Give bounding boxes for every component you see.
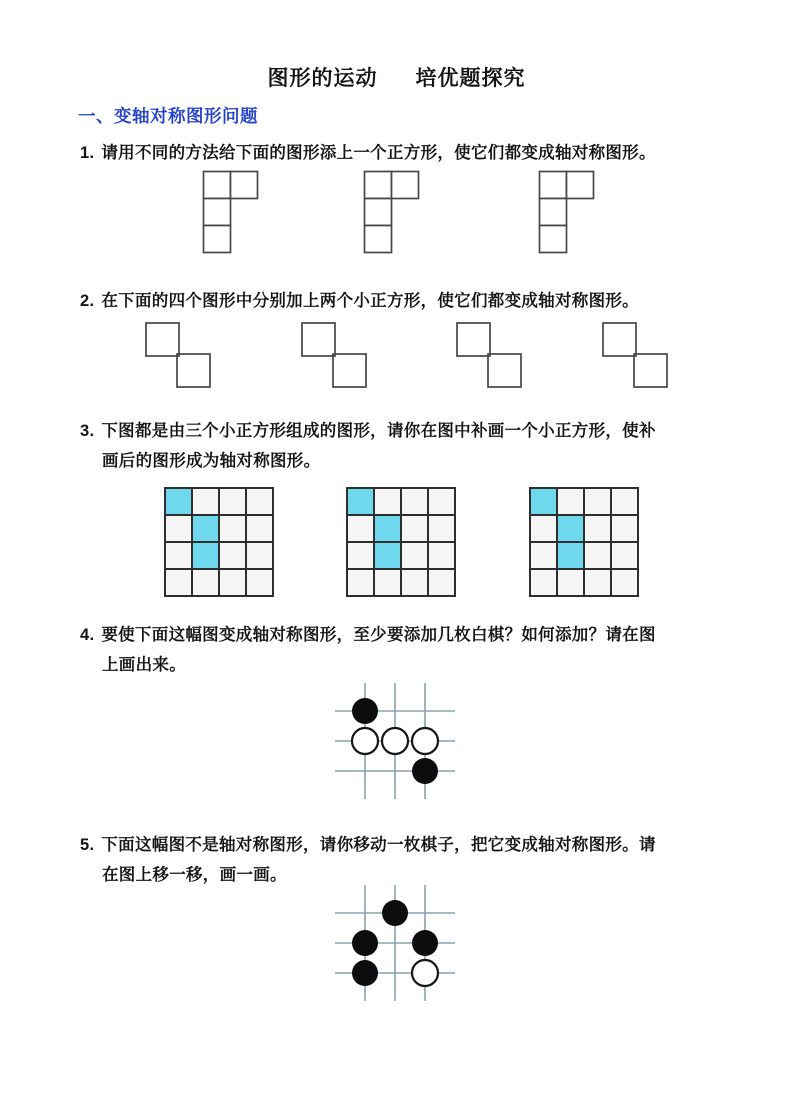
grid-cell-highlighted [192, 542, 219, 569]
grid-cell [611, 569, 638, 596]
black-stone [412, 758, 438, 784]
grid-cell [557, 488, 584, 515]
problem-4-line2: 上画出来。 [102, 656, 186, 674]
polyomino-cell [540, 226, 567, 253]
problem-5-line2: 在图上移一移，画一画。 [102, 866, 287, 884]
grid-figure [163, 486, 275, 598]
grid-cell-highlighted [557, 515, 584, 542]
page-title-right: 培优题探究 [415, 67, 526, 90]
black-stone [412, 930, 438, 956]
white-stone [412, 728, 438, 754]
grid-cell [401, 542, 428, 569]
grid-cell [584, 488, 611, 515]
problem-1-text [80, 138, 733, 168]
grid-figure [345, 486, 457, 598]
white-stone [382, 728, 408, 754]
grid-cell [165, 542, 192, 569]
grid-cell [192, 488, 219, 515]
goboard-figure [335, 681, 455, 801]
polyomino-cell [204, 199, 231, 226]
grid-cell-highlighted [165, 488, 192, 515]
square-top-left [302, 323, 335, 356]
problem-2-number: 2. [80, 292, 95, 310]
polyomino-cell [204, 172, 231, 199]
problem-1-number: 1. [80, 144, 95, 162]
problem-5-text [80, 830, 733, 890]
grid-cell [530, 542, 557, 569]
polyomino-figure [202, 170, 259, 254]
grid-cell [347, 515, 374, 542]
polyomino-figure [363, 170, 420, 254]
grid-cell-highlighted [374, 515, 401, 542]
grid-cell [219, 488, 246, 515]
grid-cell [246, 542, 273, 569]
grid-cell-highlighted [374, 542, 401, 569]
square-top-left [603, 323, 636, 356]
section-header: 一、变轴对称图形问题 [78, 106, 258, 126]
twin-squares-figure [456, 322, 524, 390]
grid-cell [165, 515, 192, 542]
polyomino-cell [365, 226, 392, 253]
grid-cell [530, 569, 557, 596]
problem-3-number: 3. [80, 422, 95, 440]
goboard-figure [335, 883, 455, 1003]
grid-figure [528, 486, 640, 598]
square-bottom-right [177, 354, 210, 387]
grid-cell [219, 542, 246, 569]
grid-cell [192, 569, 219, 596]
grid-cell-highlighted [530, 488, 557, 515]
polyomino-cell [540, 172, 567, 199]
grid-cell [374, 569, 401, 596]
grid-cell [347, 542, 374, 569]
grid-cell [428, 569, 455, 596]
grid-cell [401, 515, 428, 542]
polyomino-cell [365, 172, 392, 199]
problem-1-line1: 请用不同的方法给下面的图形添上一个正方形，使它们都变成轴对称图形。 [101, 144, 656, 162]
problem-2-text [80, 286, 733, 316]
problem-3-line2: 画后的图形成为轴对称图形。 [102, 452, 321, 470]
grid-cell [428, 515, 455, 542]
polyomino-cell [567, 172, 594, 199]
twin-squares-figure [145, 322, 213, 390]
polyomino-cell [540, 199, 567, 226]
page-title [0, 62, 793, 92]
grid-cell [401, 488, 428, 515]
grid-cell [611, 488, 638, 515]
grid-cell [246, 515, 273, 542]
black-stone [352, 960, 378, 986]
problem-5-line1: 下面这幅图不是轴对称图形，请你移动一枚棋子，把它变成轴对称图形。请 [101, 836, 656, 854]
twin-squares-figure [301, 322, 369, 390]
black-stone [352, 698, 378, 724]
grid-cell [584, 515, 611, 542]
grid-cell [428, 542, 455, 569]
problem-5-number: 5. [80, 836, 95, 854]
square-top-left [146, 323, 179, 356]
grid-cell [530, 515, 557, 542]
grid-cell [584, 569, 611, 596]
grid-cell [428, 488, 455, 515]
grid-cell-highlighted [347, 488, 374, 515]
problem-4-line1: 要使下面这幅图变成轴对称图形，至少要添加几枚白棋？如何添加？请在图 [101, 626, 656, 644]
square-top-left [457, 323, 490, 356]
grid-cell-highlighted [557, 542, 584, 569]
black-stone [382, 900, 408, 926]
problem-4-number: 4. [80, 626, 95, 644]
grid-cell [374, 488, 401, 515]
grid-cell [611, 542, 638, 569]
problem-3-line1: 下图都是由三个小正方形组成的图形，请你在图中补画一个小正方形，使补 [101, 422, 656, 440]
grid-cell [347, 569, 374, 596]
grid-cell [219, 515, 246, 542]
problem-2-line1: 在下面的四个图形中分别加上两个小正方形，使它们都变成轴对称图形。 [101, 292, 639, 310]
white-stone [352, 728, 378, 754]
problem-3-text [80, 416, 733, 476]
polyomino-cell [231, 172, 258, 199]
black-stone [352, 930, 378, 956]
twin-squares-figure [602, 322, 670, 390]
square-bottom-right [634, 354, 667, 387]
grid-cell [611, 515, 638, 542]
polyomino-cell [392, 172, 419, 199]
polyomino-cell [204, 226, 231, 253]
grid-cell [401, 569, 428, 596]
grid-cell-highlighted [192, 515, 219, 542]
page-title-left: 图形的运动 [267, 67, 378, 90]
grid-cell [557, 569, 584, 596]
square-bottom-right [488, 354, 521, 387]
polyomino-cell [365, 199, 392, 226]
grid-cell [246, 488, 273, 515]
square-bottom-right [333, 354, 366, 387]
grid-cell [165, 569, 192, 596]
grid-cell [584, 542, 611, 569]
white-stone [412, 960, 438, 986]
grid-cell [246, 569, 273, 596]
polyomino-figure [538, 170, 595, 254]
problem-4-text [80, 620, 733, 680]
grid-cell [219, 569, 246, 596]
